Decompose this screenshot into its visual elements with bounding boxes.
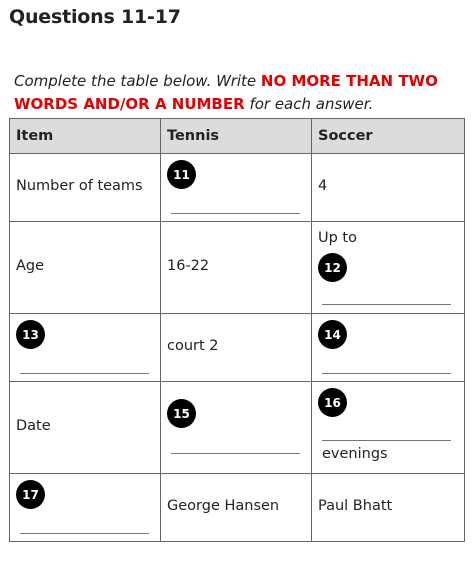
instructions-emphasis: NO MORE THAN TWO WORDS AND/OR A NUMBER bbox=[14, 72, 438, 113]
cell-soccer bbox=[312, 314, 465, 382]
cell-tennis bbox=[161, 154, 312, 222]
question-number-badge: 12 bbox=[318, 253, 347, 282]
cell-tennis bbox=[161, 314, 312, 382]
cell-tennis bbox=[161, 474, 312, 542]
cell-soccer bbox=[312, 382, 465, 474]
table-row bbox=[10, 474, 465, 542]
answer-blank[interactable] bbox=[322, 373, 451, 374]
instructions-part2: for each answer. bbox=[244, 95, 374, 113]
cell-soccer bbox=[312, 154, 465, 222]
header-tennis: Tennis bbox=[161, 119, 312, 154]
answer-blank[interactable] bbox=[171, 213, 300, 214]
question-number-badge: 16 bbox=[318, 388, 347, 417]
cell-item bbox=[10, 222, 161, 314]
answer-blank[interactable] bbox=[322, 440, 451, 441]
table-header-row bbox=[10, 119, 465, 154]
header-item: Item bbox=[10, 119, 161, 154]
soccer-value: Paul Bhatt bbox=[318, 498, 393, 514]
answer-blank[interactable] bbox=[20, 533, 149, 534]
answer-blank[interactable] bbox=[171, 453, 300, 454]
question-number-badge: 15 bbox=[167, 399, 196, 428]
cell-item bbox=[10, 314, 161, 382]
cell-item bbox=[10, 154, 161, 222]
instructions bbox=[14, 70, 459, 116]
tennis-value: court 2 bbox=[167, 338, 219, 354]
question-number-badge: 13 bbox=[16, 320, 45, 349]
cell-tennis bbox=[161, 382, 312, 474]
cell-tennis bbox=[161, 222, 312, 314]
cell-item bbox=[10, 474, 161, 542]
table-row bbox=[10, 314, 465, 382]
answer-blank[interactable] bbox=[20, 373, 149, 374]
answer-table bbox=[9, 118, 465, 542]
soccer-suffix: evenings bbox=[322, 446, 388, 462]
soccer-prefix: Up to bbox=[318, 230, 357, 246]
table-row bbox=[10, 222, 465, 314]
table-row bbox=[10, 382, 465, 474]
cell-item bbox=[10, 382, 161, 474]
item-label: Number of teams bbox=[16, 178, 143, 194]
soccer-value: 4 bbox=[318, 178, 328, 194]
page-title: Questions 11-17 bbox=[9, 6, 181, 28]
header-soccer: Soccer bbox=[312, 119, 465, 154]
answer-blank[interactable] bbox=[322, 304, 451, 305]
question-number-badge: 14 bbox=[318, 320, 347, 349]
item-label: Date bbox=[16, 418, 51, 434]
table-row bbox=[10, 154, 465, 222]
cell-soccer bbox=[312, 222, 465, 314]
tennis-value: George Hansen bbox=[167, 498, 280, 514]
instructions-part1: Complete the table below. Write bbox=[14, 72, 261, 90]
question-number-badge: 17 bbox=[16, 480, 45, 509]
tennis-value: 16-22 bbox=[167, 258, 210, 274]
item-label: Age bbox=[16, 258, 45, 274]
cell-soccer bbox=[312, 474, 465, 542]
question-number-badge: 11 bbox=[167, 160, 196, 189]
